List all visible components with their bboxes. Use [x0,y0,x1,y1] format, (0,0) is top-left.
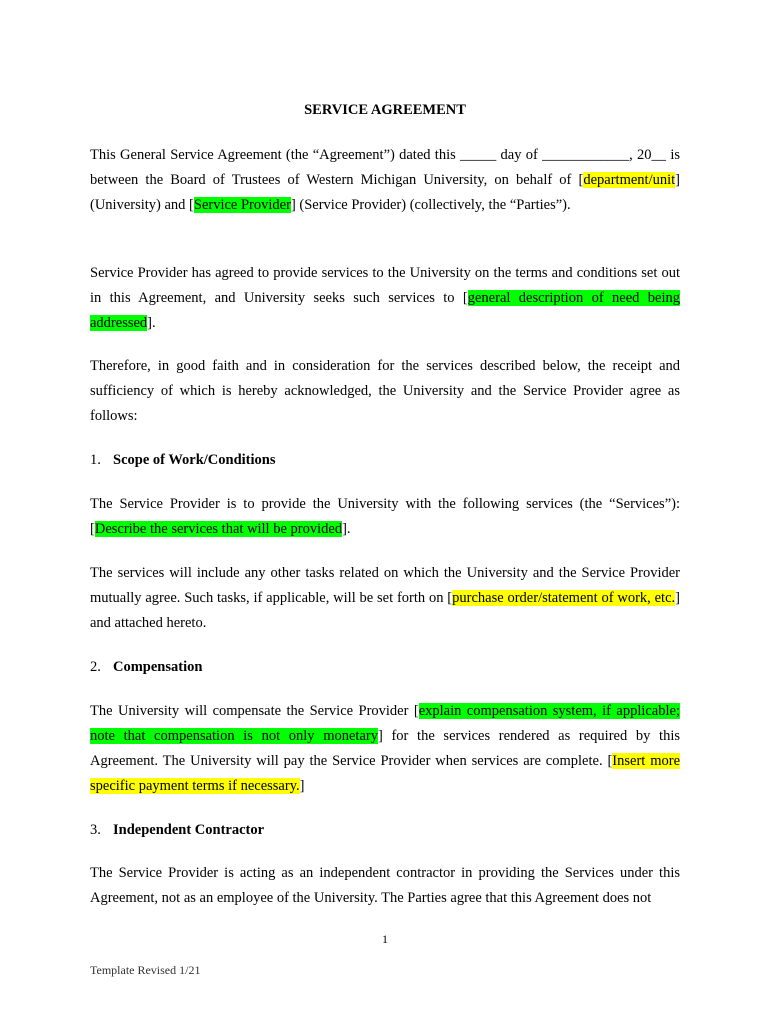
s2p1-text-3: ] [299,778,305,794]
intro-paragraph [90,143,680,218]
page-number: 1 [382,932,388,946]
therefore-paragraph: Therefore, in good faith and in consideration for the services described below, the receipt and sufficiency of which is hereby acknowledged, the University and the Service Provider agree as follows: [90,358,680,424]
intro-text-3: ] (Service Provider) (collectively, the “Parties”). [290,197,571,213]
section-1-number: 1. [90,452,101,468]
section-3-title: Independent Contractor [113,822,265,838]
section-2-paragraph-1 [90,699,680,799]
s2p1-text-1: The University will compensate the Service Provider [ [90,703,419,719]
document-title: SERVICE AGREEMENT [304,102,466,118]
section-2-heading [90,656,680,678]
section-1-paragraph-1 [90,492,680,542]
placeholder-department-unit: department/unit [583,172,676,188]
section-1-title: Scope of Work/Conditions [113,452,276,468]
placeholder-services-description: Describe the services that will be provided [94,521,343,537]
recital-text-1: Service Provider has agreed to provide services to the University on the terms and conditions set out in this Agreement, and University seeks such services to [ [90,265,680,306]
s2p1-text-2: ] for the services rendered as required by this Agreement. The University will pay the Service Provider when services are complete. [ [90,728,681,769]
section-2-number: 2. [90,659,101,675]
placeholder-need-description: general description of need being addressed [90,290,680,331]
intro-text-2: ] (University) and [ [90,172,680,213]
section-3-paragraph-1: The Service Provider is acting as an independent contractor in providing the Services under this Agreement, not as an employee of the University. The Parties agree that this Agreement does not [90,865,680,906]
section-3-number: 3. [90,822,101,838]
footer-template-revision: Template Revised 1/21 [90,963,201,977]
recital-text-2: ]. [147,315,156,331]
section-2-title: Compensation [113,659,203,675]
intro-text-1: This General Service Agreement (the “Agreement”) dated this _____ day of ____________, 20__ is between the Board of Trustees of Western Michigan University, on behalf of [ [90,147,680,188]
placeholder-service-provider: Service Provider [193,197,291,213]
section-1-paragraph-2 [90,561,680,636]
placeholder-payment-terms: Insert more specific payment terms if necessary. [90,753,680,794]
recital-paragraph [90,261,680,336]
s1p2-text-2: ] and attached hereto. [90,590,680,631]
placeholder-compensation-system: explain compensation system, if applicable; note that compensation is not only monetary [90,703,680,744]
s1p1-text-1: The Service Provider is to provide the University with the following services (the “Services”): [ [90,496,680,537]
placeholder-purchase-order: purchase order/statement of work, etc. [452,590,676,606]
s1p1-text-2: ]. [342,521,351,537]
section-3-heading [90,819,680,841]
section-1-heading [90,449,680,471]
s1p2-text-1: The services will include any other tasks related on which the University and the Service Provider mutually agree. Such tasks, if applicable, will be set forth on [ [90,565,680,606]
